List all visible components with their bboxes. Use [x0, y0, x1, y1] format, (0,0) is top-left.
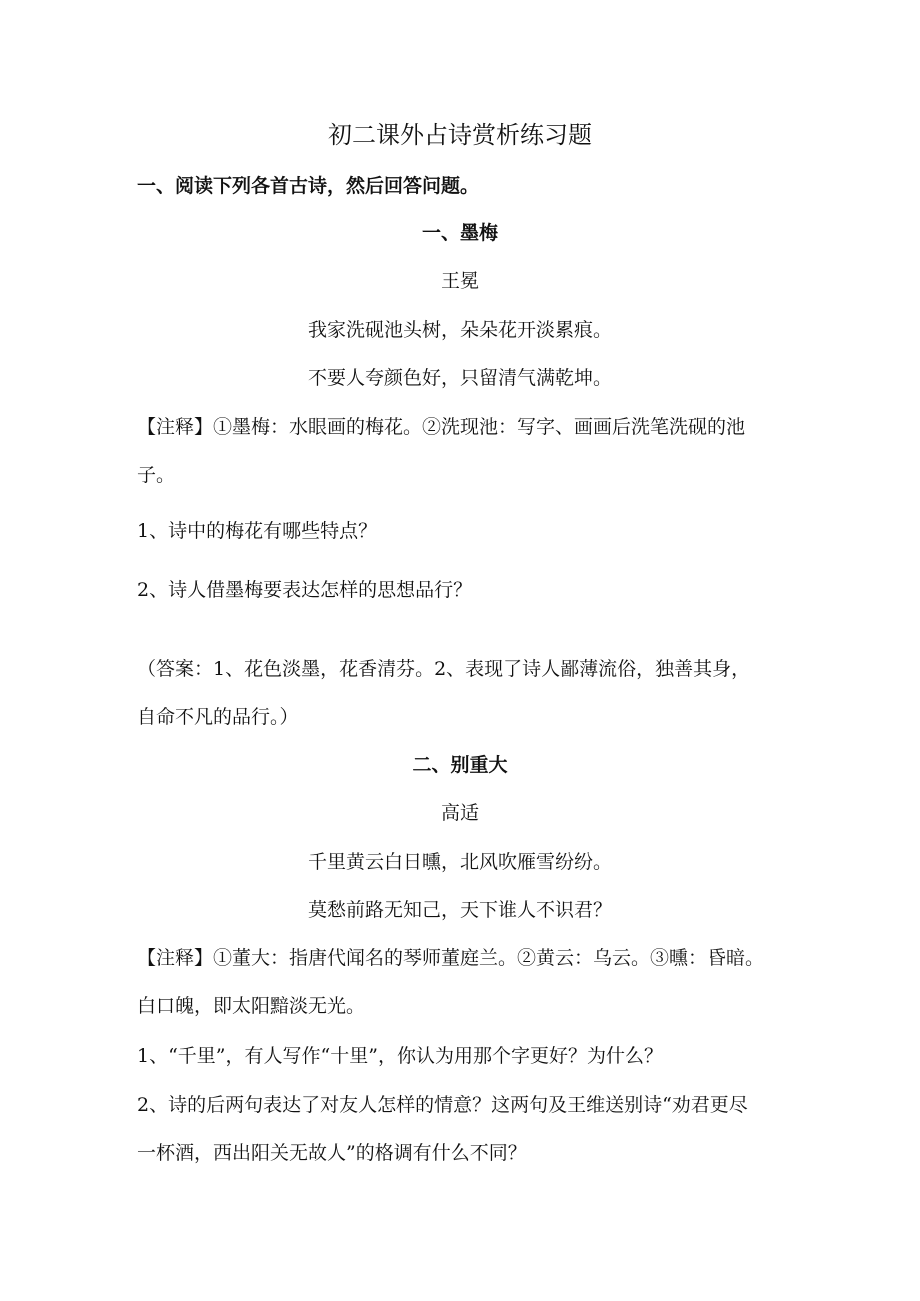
poem1-question: 1、诗中的梅花有哪些特点？ [137, 520, 378, 542]
poem2-note: 【注释】①董大：指唐代闻名的琴师董庭兰。②黄云：乌云。③曛：昏暗。 [137, 947, 765, 969]
poem1-note: 【注释】①墨梅：水眼画的梅花。②洗现池：写字、画画后洗笔洗砚的池 [137, 416, 746, 438]
poem1-answer: 自命不凡的品行。） [137, 706, 299, 728]
poem1-note: 子。 [137, 464, 176, 486]
poem1-author: 王冕 [440, 270, 479, 292]
poem1-heading: 一、墨梅 [421, 222, 498, 244]
poem2-question: 1、“千里”，有人写作“十里”，你认为用那个字更好？为什么？ [137, 1045, 663, 1067]
poem1-line: 我家洗砚池头树，朵朵花开淡累痕。 [307, 319, 612, 341]
document-title: 初二课外占诗赏析练习题 [328, 121, 592, 149]
poem2-heading: 二、别重大 [412, 754, 508, 776]
poem1-question: 2、诗人借墨梅要表达怎样的思想品行？ [137, 579, 473, 601]
poem2-line: 千里黄云白日曛，北风吹雁雪纷纷。 [307, 851, 612, 873]
poem2-author: 高适 [440, 802, 479, 824]
poem2-line: 莫愁前路无知己，天下谁人不识君？ [307, 899, 612, 921]
poem1-answer: （答案：1、花色淡墨，花香清芬。2、表现了诗人鄙薄流俗，独善其身， [137, 658, 751, 680]
poem2-question: 一杯酒，西出阳关无故人”的格调有什么不同？ [137, 1142, 527, 1164]
poem2-note: 白口魄，即太阳黯淡无光。 [137, 995, 366, 1017]
section-instruction: 一、阅读下列各首古诗，然后回答问题。 [137, 175, 480, 197]
poem1-line: 不要人夸颜色好，只留清气满乾坤。 [307, 367, 612, 389]
poem2-question: 2、诗的后两句表达了对友人怎样的情意？这两句及王维送别诗“劝君更尽 [137, 1094, 748, 1116]
